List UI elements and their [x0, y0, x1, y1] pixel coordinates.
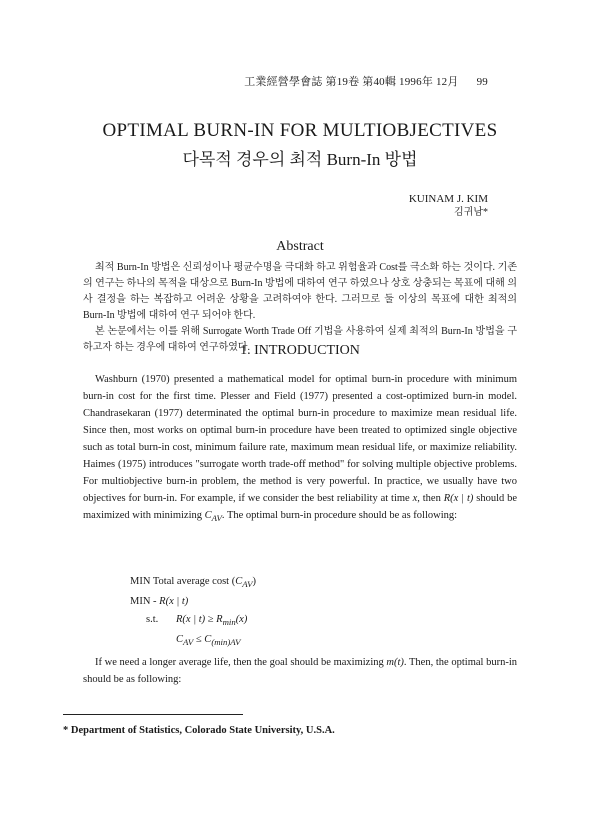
- math-symbol: [235, 576, 253, 590]
- math-symbol-base: C: [235, 576, 243, 587]
- subject-to-label: s.t.: [146, 614, 159, 626]
- page-number: 99: [476, 76, 488, 88]
- math-symbol: R(x | t): [176, 614, 206, 626]
- objective-line: [130, 573, 256, 593]
- math-symbol: x: [412, 493, 418, 504]
- math-subscript: (min)AV: [211, 637, 241, 648]
- abstract-heading: Abstract: [276, 239, 324, 254]
- author-name: KUINAM J. KIM: [408, 193, 488, 205]
- optimization-formulation: [130, 573, 256, 651]
- introduction-paragraph: [83, 371, 517, 527]
- math-symbol-arg: (x): [235, 614, 248, 626]
- math-symbol: m(t): [386, 657, 404, 668]
- paragraph-text: If we need a longer average life, then the goal should be maximizing: [95, 657, 384, 668]
- footnote: * Department of Statistics, Colorado State University, U.S.A.: [63, 725, 335, 736]
- math-operator: ≤: [195, 634, 202, 646]
- section-heading: 1. INTRODUCTION: [240, 343, 360, 358]
- math-symbol: R(x | t): [443, 493, 474, 504]
- math-symbol-base: C: [204, 510, 212, 521]
- math-subscript: AV: [242, 579, 253, 590]
- paragraph-text: . Then, the optimal burn-in should be as following:: [83, 657, 518, 685]
- math-symbol: R(x | t): [159, 596, 189, 608]
- abstract-body: [83, 260, 517, 356]
- constraint-line: [130, 631, 256, 651]
- running-header: [244, 73, 488, 89]
- formula-text: ): [252, 576, 256, 587]
- math-symbol: [176, 634, 194, 648]
- paragraph-text: should be maximized with minimizing: [83, 493, 518, 521]
- math-symbol: [216, 614, 248, 628]
- paper-title: OPTIMAL BURN-IN FOR MULTIOBJECTIVES: [102, 120, 498, 141]
- math-operator: ≥: [207, 614, 214, 626]
- math-subscript: min: [222, 617, 236, 628]
- abstract-paragraph: 최적 Burn-In 방법은 신뢰성이나 평균수명을 극대화 하고 위험율과 Cost를 극소화 하는 것이다. 기존의 연구는 하나의 목적을 대상으로 Burn-In 방법에 대하여 연구 하였으나 상호 상충되는 목표에 대해 의사 결정을 하는 복잡하고 어려운 상황을 고려하여야 한다. 그러므로 둘 이상의 목표에 대한 최적의 Burn-In 방법에 대하여 연구 되어야 한다.: [83, 262, 517, 321]
- footnote-divider: [63, 714, 243, 715]
- formula-text: MIN Total average cost (: [130, 576, 236, 587]
- constraint-line: [130, 611, 256, 631]
- math-subscript: AV: [211, 513, 222, 524]
- author-name-korean: 김귀남*: [454, 207, 488, 218]
- introduction-body: [83, 371, 517, 527]
- math-symbol-base: C: [176, 634, 184, 646]
- math-symbol: [204, 510, 222, 524]
- paragraph-text: Washburn (1970) presented a mathematical model for optimal burn-in procedure with minimum burn-in cost for the first time. Plesser and Field (1977) presented a cost-optimized burn-in model. Chandrasekaran (1977) determinated the optimal burn-in procedure to maximize mean residual life. Since then, most works on optimal burn-in procedure have been treated to optimized single objective such as total burn-in cost, minimum failure rate, maximum mean residual life, or maximize reliability. Haimes (1975) introduces "surrogate worth trade-off method" for solving multiple objective problems. For multiobjective burn-in problem, the method is very powerful. In practice, we usually have two objectives for burn-in. For example, if we consider the best reliability at time: [83, 374, 517, 504]
- paragraph-text: . The optimal burn-in procedure should be as following:: [221, 510, 458, 521]
- journal-citation: 工業經營學會誌 第19卷 第40輯 1996年 12月: [244, 76, 459, 88]
- formula-text: MIN -: [130, 596, 160, 608]
- introduction-paragraph: [83, 654, 517, 688]
- objective-line: [130, 593, 256, 611]
- math-symbol-base: R: [216, 614, 223, 626]
- abstract-paragraph: 본 논문에서는 이를 위해 Surrogate Worth Trade Off 기법을 사용하여 실제 최적의 Burn-In 방법을 구하고자 하는 경우에 대하여 연구하였다.: [83, 326, 517, 353]
- paragraph-text: , then: [417, 493, 441, 504]
- math-symbol: [204, 634, 241, 648]
- paper-title-korean: 다목적 경우의 최적 Burn-In 방법: [182, 150, 418, 169]
- math-symbol-base: C: [204, 634, 212, 646]
- introduction-body-continued: [83, 654, 517, 688]
- author-block: [409, 192, 488, 220]
- math-subscript: AV: [183, 637, 194, 648]
